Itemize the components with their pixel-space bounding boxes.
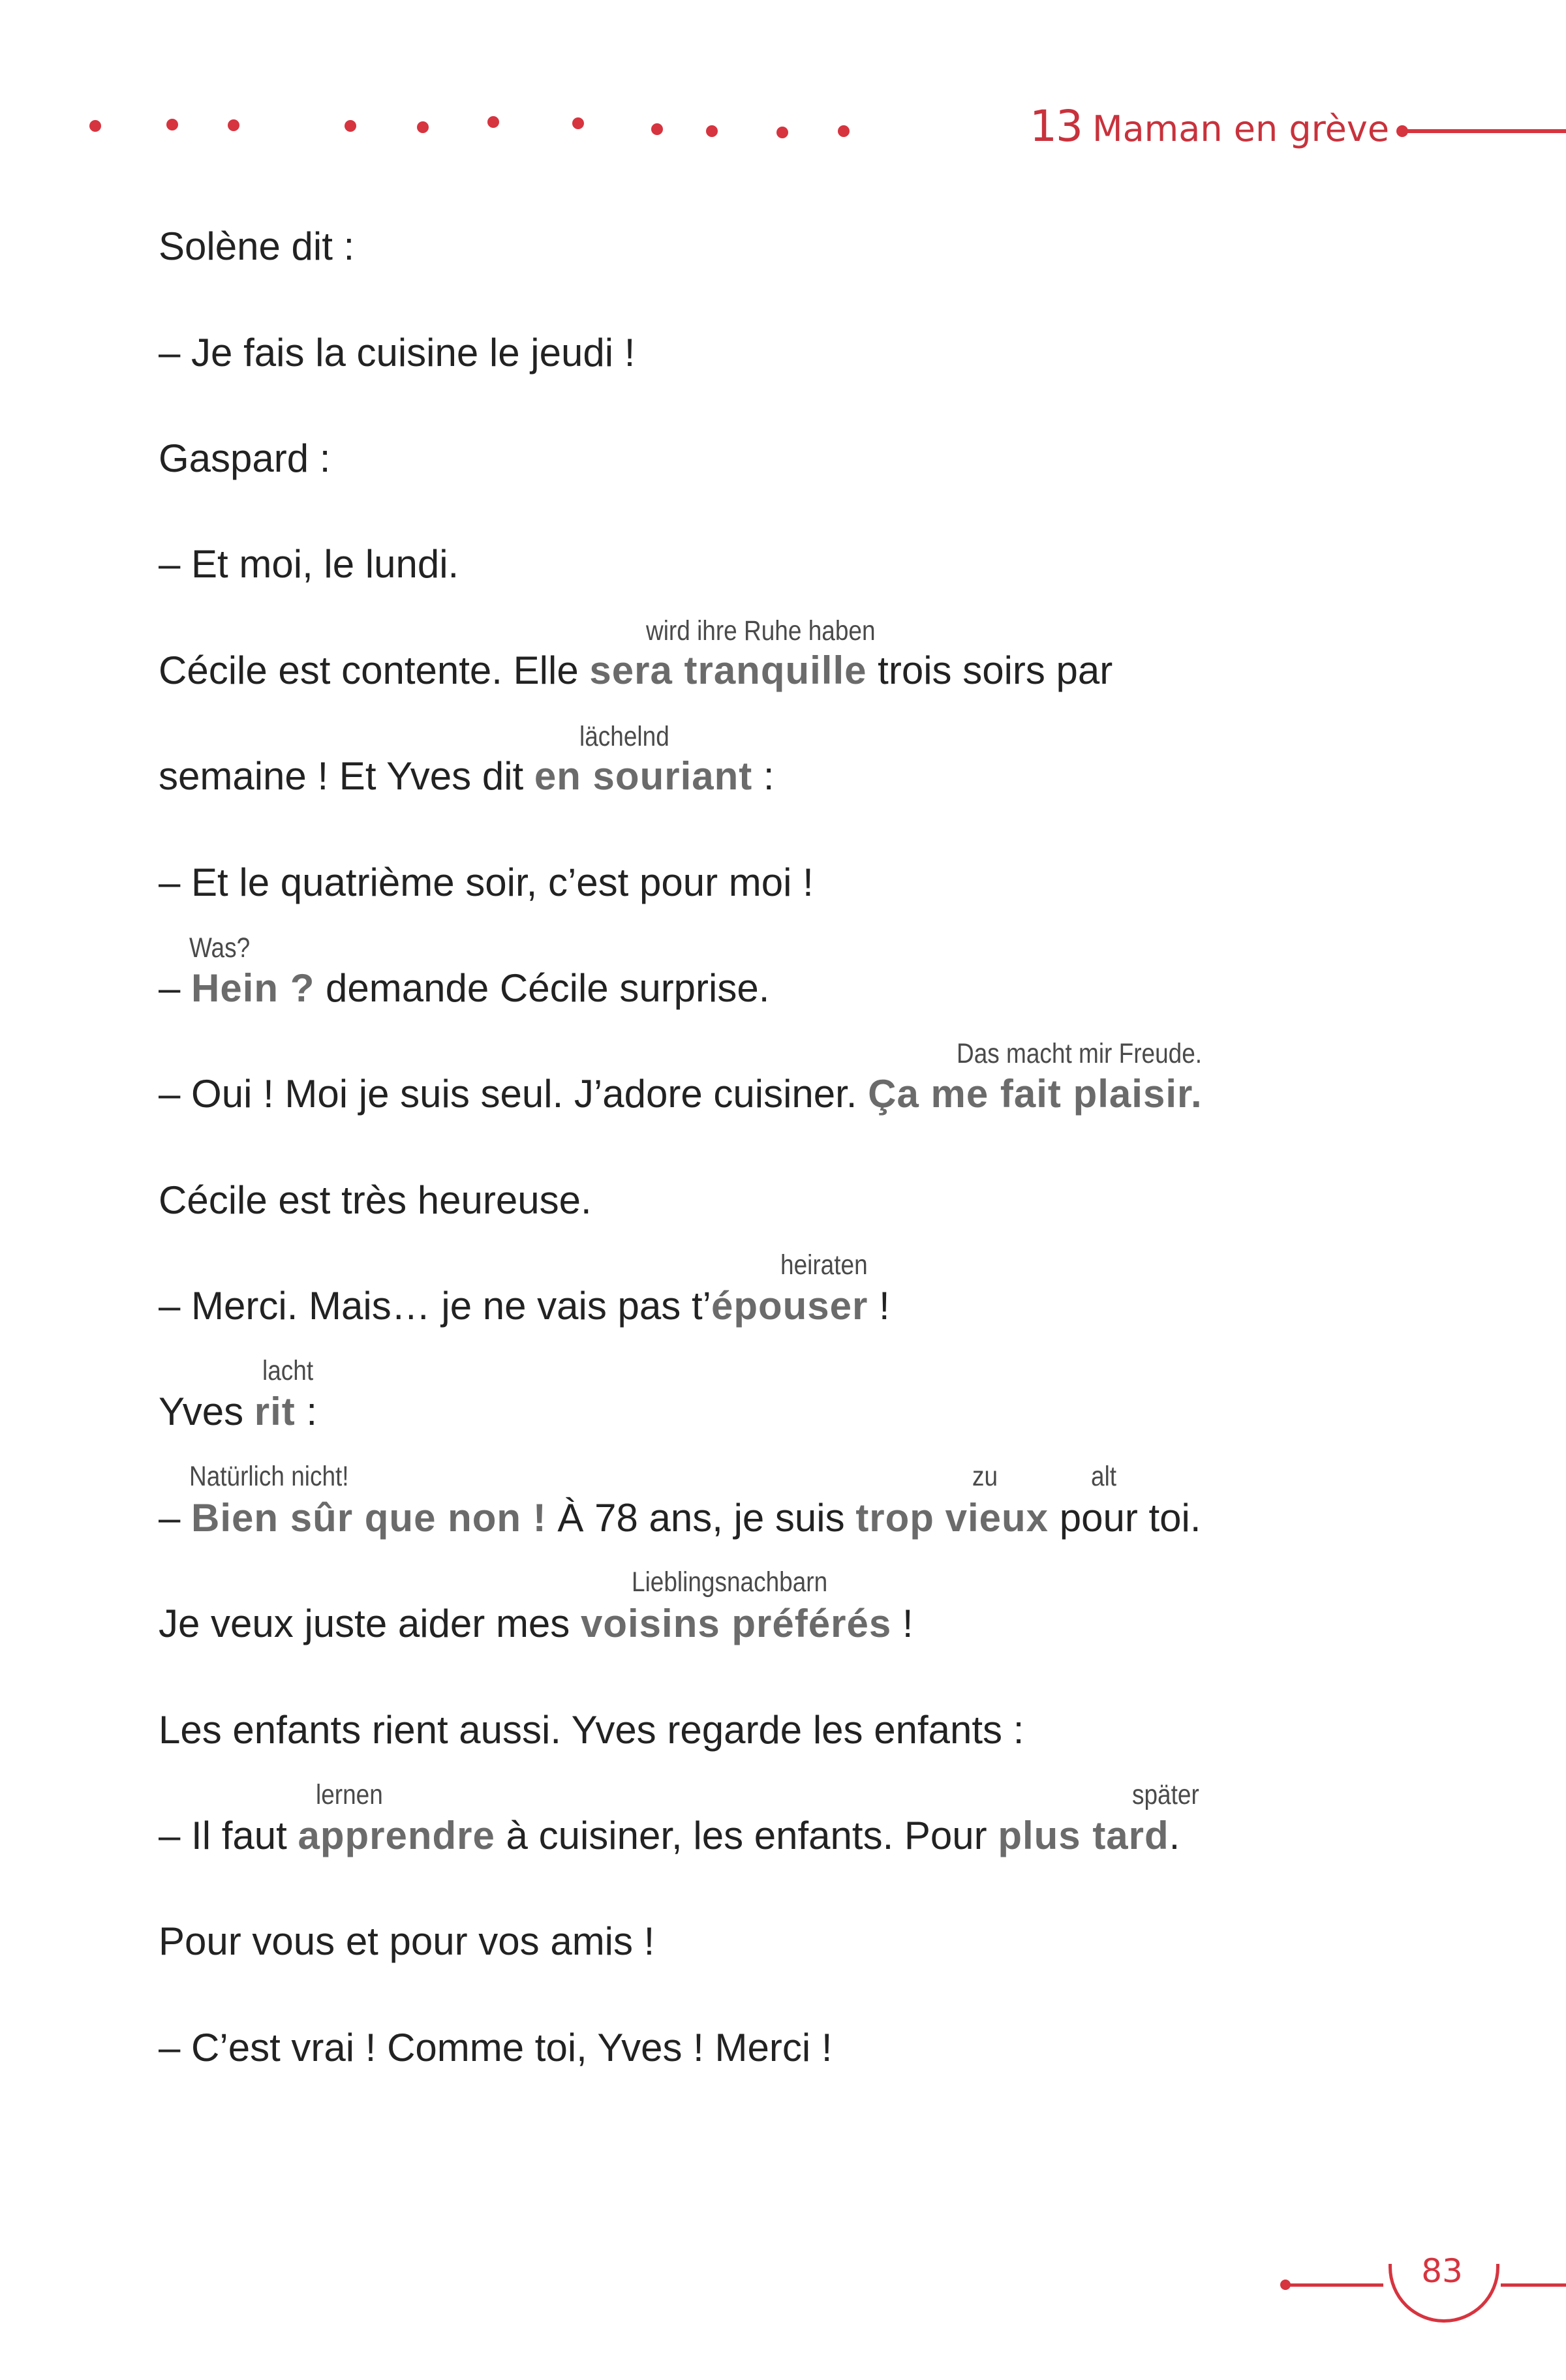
- gloss: lernen: [316, 1779, 383, 1810]
- text-line: – Je fais la cuisine le jeudi !: [159, 331, 636, 374]
- chapter-title: Maman en grève: [1092, 108, 1390, 149]
- gloss: lächelnd: [579, 721, 669, 752]
- gloss: lacht: [262, 1355, 314, 1386]
- decor-dot: [487, 116, 499, 128]
- gloss: Lieblingsnachbarn: [632, 1566, 828, 1598]
- decor-dot: [417, 121, 429, 133]
- text-line: Cécile est contente. Elle sera tranquille trois soirs par: [159, 648, 1113, 692]
- text-line: Pour vous et pour vos amis !: [159, 1919, 655, 1963]
- text-line: Cécile est très heureuse.: [159, 1178, 592, 1222]
- footer-rule: [1501, 2283, 1566, 2287]
- decor-dot: [776, 127, 788, 138]
- gloss: alt: [1091, 1461, 1117, 1492]
- text-line: – Merci. Mais… je ne vais pas t’épouser !: [159, 1284, 890, 1328]
- decor-dot: [706, 125, 718, 137]
- text-line: – Il faut apprendre à cuisiner, les enfants. Pour plus tard.: [159, 1814, 1180, 1857]
- vocab-word: plus tard: [998, 1814, 1169, 1857]
- gloss: Was?: [189, 932, 251, 964]
- vocab-word: vieux: [945, 1496, 1049, 1540]
- header-rule: [1406, 129, 1566, 133]
- vocab-word: Hein ?: [191, 966, 315, 1010]
- decor-dot: [651, 123, 663, 135]
- vocab-word: en souriant: [534, 754, 753, 798]
- vocab-word: trop: [855, 1496, 934, 1540]
- decor-dot: [228, 119, 239, 131]
- text-line: Solène dit :: [159, 224, 355, 268]
- decor-dot: [166, 119, 178, 130]
- gloss: wird ihre Ruhe haben: [646, 615, 876, 647]
- decor-dot: [89, 120, 101, 132]
- text-line: – C’est vrai ! Comme toi, Yves ! Merci !: [159, 2026, 833, 2069]
- gloss: heiraten: [780, 1249, 868, 1281]
- vocab-word: épouser: [711, 1284, 868, 1328]
- text-line: – Oui ! Moi je suis seul. J’adore cuisiner. Ça me fait plaisir.: [159, 1072, 1203, 1116]
- text-line: Yves rit :: [159, 1390, 318, 1433]
- vocab-word: Ça me fait plaisir.: [868, 1072, 1203, 1116]
- text-line: Gaspard :: [159, 436, 331, 480]
- text-line: Les enfants rient aussi. Yves regarde les enfants :: [159, 1708, 1024, 1752]
- vocab-word: apprendre: [298, 1814, 495, 1857]
- vocab-word: voisins préférés: [580, 1602, 892, 1645]
- decor-dot: [345, 120, 356, 132]
- vocab-word: Bien sûr que non !: [191, 1496, 547, 1540]
- page-number: 83: [1421, 2252, 1463, 2290]
- text-line: – Bien sûr que non ! À 78 ans, je suis trop vieux pour toi.: [159, 1496, 1201, 1540]
- text-line: – Et moi, le lundi.: [159, 542, 459, 586]
- decor-dot: [838, 125, 850, 137]
- gloss: Natürlich nicht!: [189, 1461, 349, 1492]
- gloss: zu: [972, 1461, 998, 1492]
- decor-dot: [572, 117, 584, 129]
- chapter-number: 13: [1030, 101, 1082, 151]
- text-line: Je veux juste aider mes voisins préférés !: [159, 1602, 914, 1645]
- vocab-word: sera tranquille: [589, 648, 867, 692]
- vocab-word: rit: [254, 1390, 296, 1433]
- chapter-header: [1030, 101, 1389, 151]
- gloss: später: [1132, 1779, 1199, 1810]
- text-line: – Hein ? demande Cécile surprise.: [159, 966, 770, 1010]
- gloss: Das macht mir Freude.: [957, 1038, 1203, 1069]
- text-line: semaine ! Et Yves dit en souriant :: [159, 754, 775, 798]
- footer-rule: [1284, 2283, 1383, 2287]
- text-line: – Et le quatrième soir, c’est pour moi !: [159, 861, 814, 904]
